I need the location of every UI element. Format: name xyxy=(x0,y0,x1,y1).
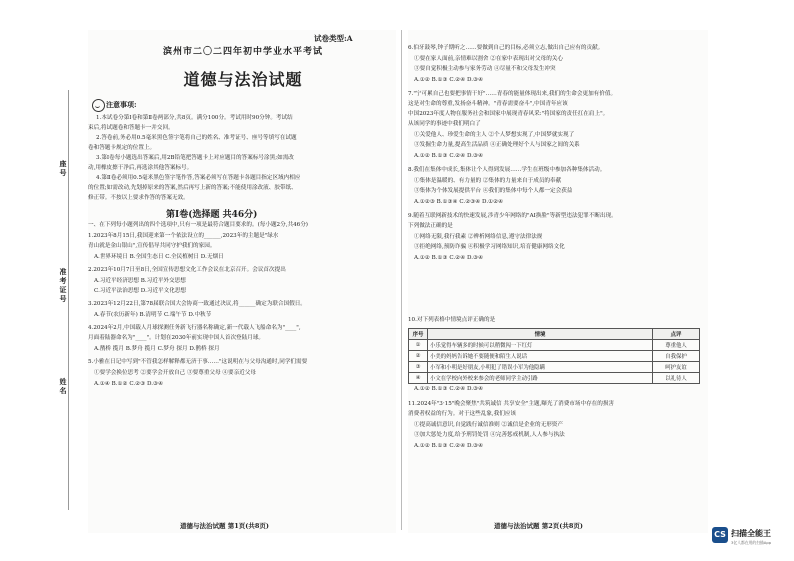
choice-line: ①网络无限,我行我素 ②辨析网络信息,遵守法律法规 xyxy=(414,234,543,240)
question-line: 消费者权益的行为。对于这些乱象,我们应该 xyxy=(408,411,517,417)
question-line: 青山就是金山银山",宣传倡导共同守护我们的家园。 xyxy=(88,243,216,249)
right-page xyxy=(408,30,708,533)
choice-line: ③集体为个体发展提供平台 ④我们的集体中每个人都一定会获益 xyxy=(414,188,573,194)
left-page xyxy=(88,30,396,533)
notice-line: 1.本试卷分第Ⅰ卷和第Ⅱ卷两部分,共8页。满分100分。考试用时90分钟。考试结 xyxy=(96,115,293,121)
table-cell: 以礼待人 xyxy=(653,373,700,384)
table-header-row xyxy=(409,329,700,340)
choice-line: A.①② B.①③ C.②④ D.③④ xyxy=(414,77,484,83)
choice-line: A.春节(农历新年) B.清明节 C.端午节 D.中秋节 xyxy=(94,312,212,318)
table-header-cell: 情境 xyxy=(428,329,653,340)
choice-line: A.习近平经济思想 B.习近平外交思想 xyxy=(94,278,186,284)
question-line: 1.2023年8月15日,我国迎来第一个依法设立的______,2023年的主题是"绿水 xyxy=(88,233,279,239)
notice-line: 束后,将试题卷和答题卡一并交回。 xyxy=(88,125,174,131)
question-line: 7."宁可累自己也要把事情干好"……青春的能量体现出来,我们的生命会更加有价值。 xyxy=(408,91,617,97)
choice-line: ③拒绝网络,预防诈骗 ④积极学习网络知识,培育健康网络文化 xyxy=(414,244,565,250)
notice-line: 的位置;如需改动,先划掉原来的答案,然后再写上新的答案;不能使用涂改液、胶带纸、 xyxy=(88,185,297,191)
page-footer: 道德与法治试题 第2页(共8页) xyxy=(494,522,583,530)
table-row xyxy=(409,362,700,373)
question-line: 这是对生命的尊重,发扬奋斗精神。"青春需要奋斗",中国青年应该 xyxy=(408,101,568,107)
choice-line: A.①② B.①③ C.②④ D.③④ xyxy=(414,153,484,159)
page-footer: 道德与法治试题 第1页(共8页) xyxy=(180,522,269,530)
table-row xyxy=(409,351,700,362)
table-header-cell: 点评 xyxy=(653,329,700,340)
question-line: 10.对下列表格中情境点评正确的是 xyxy=(408,317,496,323)
question-line: 4.2024年2月,中国载人月球探测任务新飞行器名称确定,新一代载人飞船命名为"____", xyxy=(88,325,301,331)
question-line: 从该同学的事迹中我们明白了 xyxy=(408,121,481,127)
table-row xyxy=(409,373,700,384)
question-line: 5.小雅在日记中写到"不管我怎样解释都无济于事……"这说明在与父母沟通时,同学们需要 xyxy=(88,359,308,365)
table-cell: 尊重他人 xyxy=(653,340,700,351)
table-cell: ④ xyxy=(409,373,428,384)
section-title: 第Ⅰ卷(选择题 共46分) xyxy=(166,210,258,220)
notice-line: 2.答卷前,务必用0.5毫米黑色签字笔将自己的姓名、准考证号、座号等填写在试题 xyxy=(96,135,297,141)
camscanner-logo-icon: CS xyxy=(712,527,728,543)
choice-line: ③发掘生命力量,提高生活品质 ④正确处理好个人与国家之间的关系 xyxy=(414,142,580,148)
table-cell: ② xyxy=(409,351,428,362)
exam-title: 道德与法治试题 xyxy=(183,70,303,89)
table-cell: 小美的妈妈告诉她不要随便和陌生人说话 xyxy=(428,351,653,362)
choice-line: C.习近平法治思想 D.习近平文化思想 xyxy=(94,288,187,294)
table-cell: ③ xyxy=(409,362,428,373)
table-cell: 小文在学校向外校来参会的老师同学主动引路 xyxy=(428,373,653,384)
question-line: 2.2023年10月7日至8日,全国宣传思想文化工作会议在北京召开。会议首次提出 xyxy=(88,267,286,273)
question-line: 月面着陆器命名为"____"。计划在2030年前实现中国人首次登陆月球。 xyxy=(88,335,265,341)
choice-line: A.①② B.①③ C.②④ D.③④ xyxy=(414,443,484,449)
table-header-cell: 序号 xyxy=(409,329,428,340)
choice-line: ①提高诚信意识,自觉践行诚信准则 ②诚信是企业的无形资产 xyxy=(414,422,563,428)
paper-type: 试卷类型:A xyxy=(314,34,353,43)
smiley-icon xyxy=(92,99,105,112)
choice-line: ①集体是温暖的、有力量的 ②集体的力量来自于成员的奉献 xyxy=(414,178,562,184)
table-cell: 呵护友谊 xyxy=(653,362,700,373)
notice-line: 4.第Ⅱ卷必须用0.5毫米黑色签字笔作答,答案必须写在答题卡各题目指定区域内相应 xyxy=(96,175,301,181)
choice-line: A.①②③ B.①③④ C.②③④ D.①②④ xyxy=(414,199,504,205)
binding-line xyxy=(68,90,69,510)
question-line: 6.伯牙鼓琴,钟子期听之……要做到自己的目标,必须立志,做出自己应有的贡献。 xyxy=(408,45,604,51)
margin-label-exam-number: 准考证号 xyxy=(59,268,68,304)
choice-line: ①要学会换位思考 ②要学会开放自己 ③要尊重父母 ④要亲近父母 xyxy=(94,370,256,376)
page-fold xyxy=(401,30,402,530)
notice-title: 注意事项: xyxy=(106,100,137,109)
watermark-slogan: 3亿人都在用的扫描App xyxy=(731,540,772,545)
choice-line: A.①② B.①③ C.②④ D.③④ xyxy=(414,255,484,261)
table-row xyxy=(409,340,700,351)
evaluation-table xyxy=(408,328,700,384)
notice-line: 动,用橡皮擦干净后,再选涂其他答案标号。 xyxy=(88,165,193,171)
choice-line: ①要在家人面前,亲情难以割舍 ②在家中表现出对父母的关心 xyxy=(414,56,563,62)
choice-line: ①关爱他人、珍爱生命的主人 ②个人梦想实现了,中国梦就实现了 xyxy=(414,132,575,138)
watermark-brand: 扫描全能王 xyxy=(731,529,771,538)
section-intro: 一、在下列每小题列出的四个选项中,只有一项是最符合题目要求的。(每小题2分,共46分) xyxy=(88,222,308,228)
table-cell: 小乐觉得车辆多的时候可以稍微闯一下红灯 xyxy=(428,340,653,351)
notice-line: 3.第Ⅰ卷每小题选出答案后,用2B铅笔把答题卡上对应题目的答案标号涂黑;如需改 xyxy=(96,155,294,161)
choice-line: A.世界环境日 B.全国生态日 C.全民植树日 D.无烟日 xyxy=(94,254,224,260)
margin-label-name: 姓名 xyxy=(59,378,68,396)
table-cell: 自我保护 xyxy=(653,351,700,362)
question-line: 9.随着互联网新技术的快速发展,涉青少年网络的"AI换脸"等新型违法犯罪不断出现。 xyxy=(408,213,617,219)
exam-header: 滨州市二〇二四年初中学业水平考试 xyxy=(162,47,323,57)
question-line: 3.2023年12月22日,第78届联合国大会协商一致通过决议,将______确定为联合国假日。 xyxy=(88,301,306,307)
question-line: 8.我们在集体中成长,集体让个人得到发展……学生在班级中参加各种集体活动。 xyxy=(408,167,606,173)
margin-label-seat: 座号 xyxy=(59,160,68,178)
choice-line: ③要自觉积极主动参与家务劳动 ④尽量不和父母发生冲突 xyxy=(414,66,556,72)
choice-line: A.①④ B.①② C.②③ D.③④ xyxy=(94,381,164,387)
question-line: 11.2024年"3·15"晚会聚焦"共筑诚信 共享安全"主题,曝光了消费市场中存在的损害 xyxy=(408,401,615,407)
question-line: 中国2023年度人物在服务社会和国家中展现青春风采:"将国家的责任扛在肩上"。 xyxy=(408,111,609,117)
choice-line: ③加大惩处力度,给予刑罚处罚 ④完善惩戒机制,人人参与执法 xyxy=(414,432,565,438)
notice-line: 卷和答题卡规定的位置上。 xyxy=(88,145,156,151)
choice-line: A.鹊桥 揽月 B.梦舟 揽月 C.梦舟 探月 D.鹊桥 探月 xyxy=(94,346,220,352)
table-cell: 小军和小明是好朋友,小明犯了错误小军为他隐瞒 xyxy=(428,362,653,373)
choice-line: A.①② B.①③ C.②④ D.③④ xyxy=(414,386,484,392)
notice-line: 修正带。不按以上要求作答的答案无效。 xyxy=(88,195,189,201)
table-cell: ① xyxy=(409,340,428,351)
question-line: 下列做法正确的是 xyxy=(408,223,453,229)
